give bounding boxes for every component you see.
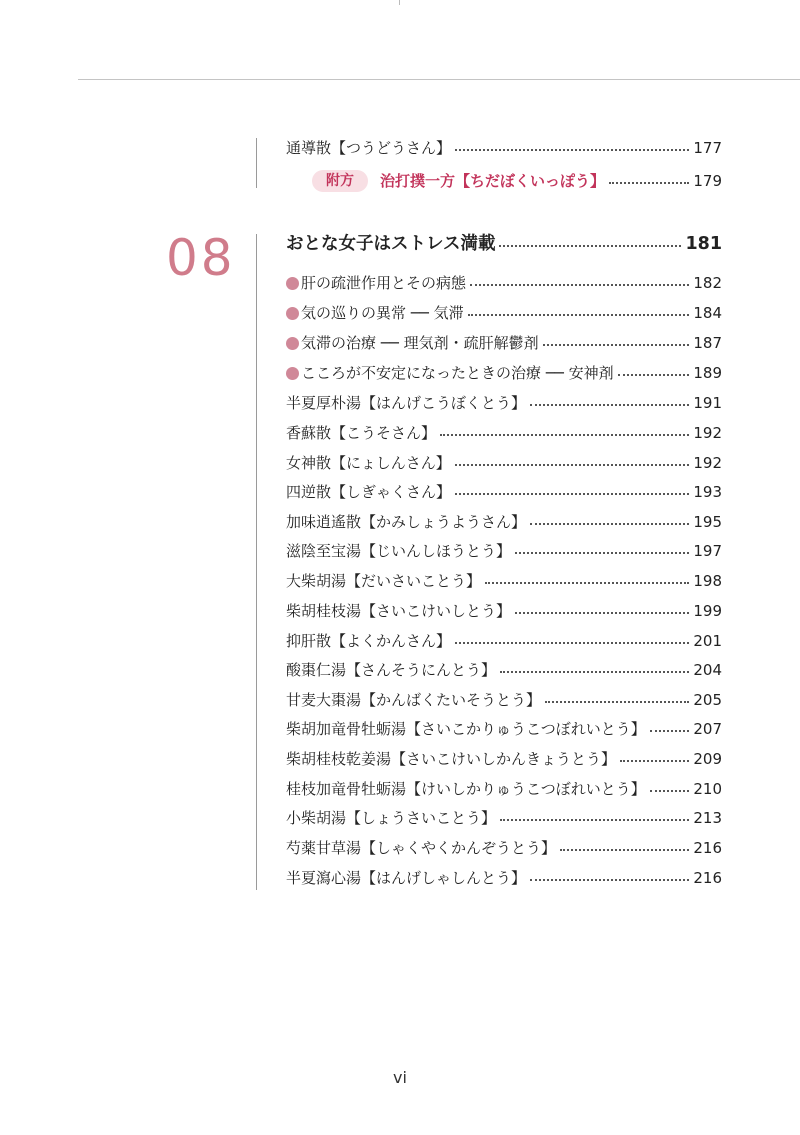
dot-leader — [530, 404, 689, 406]
dot-leader — [650, 790, 690, 792]
toc-entry-title: 通導散【つうどうさん】 — [286, 139, 452, 157]
dot-leader — [485, 582, 689, 584]
toc-entry[interactable] — [286, 805, 722, 831]
toc-entry-page: 192 — [693, 424, 722, 442]
bullet-entry[interactable] — [286, 330, 722, 356]
chapter-heading[interactable] — [286, 229, 722, 259]
toc-entry[interactable] — [286, 746, 722, 772]
toc-entry-page: 199 — [693, 602, 722, 620]
bullet-entry-title: 気の巡りの異常 ── 気滞 — [301, 304, 464, 322]
toc-entry-page: 204 — [693, 661, 722, 679]
toc-entry[interactable] — [286, 509, 722, 535]
bullet-dot-icon — [286, 337, 299, 350]
dot-leader — [545, 701, 689, 703]
toc-entry-title: 桂枝加竜骨牡蛎湯【けいしかりゅうこつぼれいとう】 — [286, 780, 646, 798]
dot-leader — [500, 819, 689, 821]
dot-leader — [468, 314, 690, 316]
toc-entry-page: 216 — [693, 839, 722, 857]
toc-entry[interactable] — [286, 865, 722, 891]
toc-entry-page: 201 — [693, 632, 722, 650]
dot-leader — [620, 760, 689, 762]
toc-entry-page: 193 — [693, 483, 722, 501]
bullet-entry-page: 187 — [693, 334, 722, 352]
chapter-title: おとな女子はストレス満載 — [286, 234, 496, 254]
toc-entry[interactable] — [286, 390, 722, 416]
toc-entry[interactable] — [286, 598, 722, 624]
bullet-entry[interactable] — [286, 300, 722, 326]
section-rule-chapter — [256, 234, 257, 890]
appendix-title: 治打撲一方【ちだぼくいっぽう】 — [380, 172, 606, 190]
toc-entry[interactable] — [286, 479, 722, 505]
toc-entry-page: 195 — [693, 513, 722, 531]
toc-entry[interactable] — [286, 716, 722, 742]
bullet-dot-icon — [286, 307, 299, 320]
dot-leader — [618, 374, 690, 376]
toc-entry-page: 209 — [693, 750, 722, 768]
toc-entry[interactable] — [286, 538, 722, 564]
dot-leader — [515, 612, 689, 614]
appendix-entry[interactable] — [312, 168, 722, 194]
bullet-entry-page: 182 — [693, 274, 722, 292]
toc-entry[interactable] — [286, 420, 722, 446]
dot-leader — [609, 182, 689, 184]
bullet-entry[interactable] — [286, 360, 722, 386]
toc-entry-page: 213 — [693, 809, 722, 827]
toc-entry-page: 207 — [693, 720, 722, 738]
toc-entry-title: 柴胡加竜骨牡蛎湯【さいこかりゅうこつぼれいとう】 — [286, 720, 646, 738]
toc-entry[interactable] — [286, 135, 722, 161]
bullet-entry[interactable] — [286, 270, 722, 296]
dot-leader — [560, 849, 689, 851]
dot-leader — [515, 552, 689, 554]
bullet-entry-title: 肝の疏泄作用とその病態 — [301, 274, 467, 292]
bullet-entry-title: 気滞の治療 ── 理気剤・疏肝解鬱剤 — [301, 334, 539, 352]
toc-entry[interactable] — [286, 450, 722, 476]
toc-entry-title: 甘麦大棗湯【かんばくたいそうとう】 — [286, 691, 542, 709]
bullet-entry-page: 184 — [693, 304, 722, 322]
dot-leader — [455, 464, 690, 466]
section-rule-previous — [256, 138, 257, 188]
toc-entry-page: 216 — [693, 869, 722, 887]
dot-leader — [530, 523, 689, 525]
appendix-page: 179 — [693, 172, 722, 190]
top-tick-mark — [399, 0, 400, 5]
toc-entry[interactable] — [286, 687, 722, 713]
toc-entry-page: 210 — [693, 780, 722, 798]
dot-leader — [455, 493, 689, 495]
bullet-dot-icon — [286, 277, 299, 290]
toc-entry[interactable] — [286, 835, 722, 861]
dot-leader — [500, 671, 689, 673]
toc-entry-page: 177 — [693, 139, 722, 157]
toc-entry-title: 四逆散【しぎゃくさん】 — [286, 483, 452, 501]
toc-entry-title: 柴胡桂枝湯【さいこけいしとう】 — [286, 602, 512, 620]
toc-entry[interactable] — [286, 628, 722, 654]
dot-leader — [440, 434, 689, 436]
toc-entry-title: 滋陰至宝湯【じいんしほうとう】 — [286, 542, 512, 560]
bullet-entry-page: 189 — [693, 364, 722, 382]
bullet-dot-icon — [286, 367, 299, 380]
dot-leader — [650, 730, 690, 732]
toc-entry-title: 大柴胡湯【だいさいことう】 — [286, 572, 482, 590]
toc-entry-title: 半夏厚朴湯【はんげこうぼくとう】 — [286, 394, 527, 412]
dot-leader — [470, 284, 689, 286]
toc-entry-page: 197 — [693, 542, 722, 560]
chapter-number: 08 — [166, 229, 236, 287]
toc-entry-page: 198 — [693, 572, 722, 590]
toc-entry-page: 192 — [693, 454, 722, 472]
toc-entry[interactable] — [286, 776, 722, 802]
toc-entry-title: 香蘇散【こうそさん】 — [286, 424, 437, 442]
toc-entry-title: 芍薬甘草湯【しゃくやくかんぞうとう】 — [286, 839, 557, 857]
page-folio: vi — [393, 1068, 407, 1087]
chapter-page: 181 — [685, 234, 722, 254]
toc-entry-title: 柴胡桂枝乾姜湯【さいこけいしかんきょうとう】 — [286, 750, 617, 768]
header-rule — [78, 79, 800, 80]
toc-entry-title: 半夏瀉心湯【はんげしゃしんとう】 — [286, 869, 527, 887]
toc-entry-page: 205 — [693, 691, 722, 709]
toc-entry-page: 191 — [693, 394, 722, 412]
dot-leader — [530, 879, 689, 881]
toc-entry-title: 抑肝散【よくかんさん】 — [286, 632, 452, 650]
dot-leader — [543, 344, 690, 346]
toc-entry[interactable] — [286, 657, 722, 683]
toc-entry-title: 加味逍遙散【かみしょうようさん】 — [286, 513, 527, 531]
toc-entry-title: 小柴胡湯【しょうさいことう】 — [286, 809, 497, 827]
dot-leader — [499, 245, 681, 247]
dot-leader — [455, 642, 689, 644]
dot-leader — [455, 149, 689, 151]
bullet-entry-title: こころが不安定になったときの治療 ── 安神剤 — [301, 364, 614, 382]
appendix-badge: 附方 — [312, 170, 368, 192]
toc-entry-title: 酸棗仁湯【さんそうにんとう】 — [286, 661, 497, 679]
toc-entry[interactable] — [286, 568, 722, 594]
toc-entry-title: 女神散【にょしんさん】 — [286, 454, 451, 472]
